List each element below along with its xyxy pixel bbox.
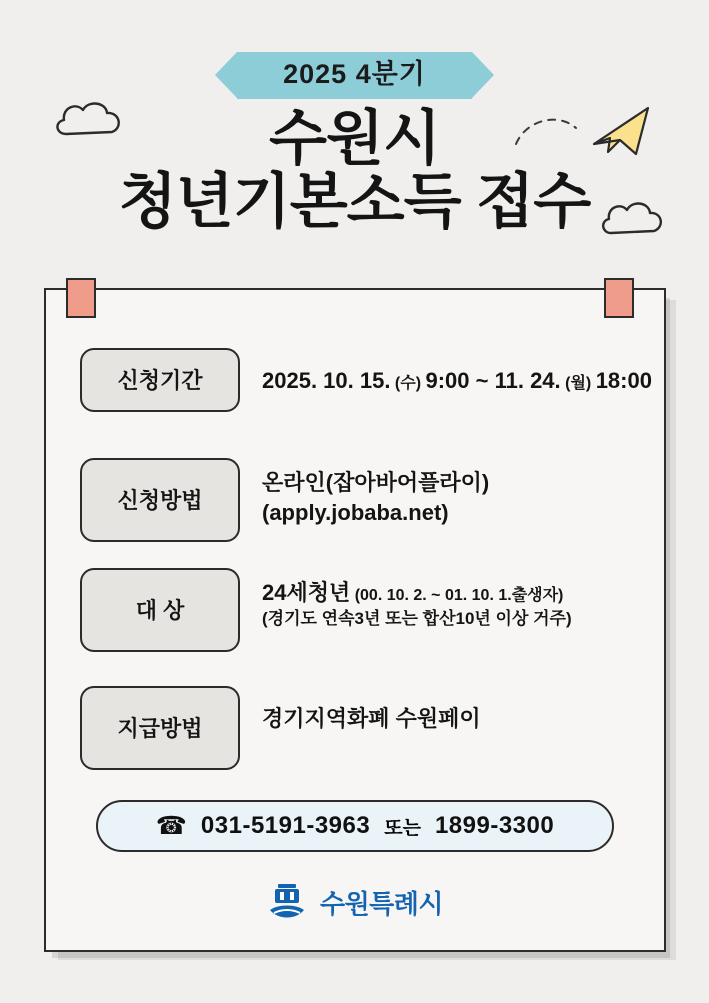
contact-connector: 또는 xyxy=(384,817,421,839)
ribbon-banner xyxy=(0,52,709,99)
period-date-start: 2025. 10. 15. xyxy=(262,368,391,393)
method-line-2: (apply.jobaba.net) xyxy=(262,499,449,525)
suwon-city-logo-icon xyxy=(266,880,308,924)
info-row-payment-method xyxy=(80,686,481,770)
row-value xyxy=(262,458,489,527)
row-value xyxy=(262,686,481,734)
tape-icon xyxy=(66,278,96,318)
period-day-end: (월) xyxy=(565,375,592,392)
ribbon-label: 2025 4분기 xyxy=(237,52,472,99)
target-line-2: (경기도 연속3년 또는 합산10년 이상 거주) xyxy=(262,608,572,628)
city-logo xyxy=(0,880,709,924)
period-time-end: 18:00 xyxy=(595,368,652,393)
row-label: 신청방법 xyxy=(80,458,240,542)
method-line-1: 온라인(잡아바어플라이) xyxy=(262,470,490,495)
info-row-application-method xyxy=(80,458,489,542)
info-row-application-period xyxy=(80,348,652,412)
telephone-icon: ☎ xyxy=(155,811,187,840)
row-label: 대 상 xyxy=(80,568,240,652)
target-age: 24세청년 xyxy=(262,580,351,605)
info-row-target xyxy=(80,568,572,652)
period-time-range: 9:00 ~ 11. 24. xyxy=(425,368,561,393)
period-day-start: (수) xyxy=(394,375,422,392)
target-line-1 xyxy=(262,578,572,608)
tape-icon xyxy=(604,278,634,318)
row-label: 지급방법 xyxy=(80,686,240,770)
row-label: 신청기간 xyxy=(80,348,240,412)
row-value xyxy=(262,568,572,631)
contact-number-secondary: 1899-3300 xyxy=(434,812,555,839)
payment-line-1: 경기지역화폐 수원페이 xyxy=(262,706,481,731)
title-line-1: 수원시 xyxy=(269,105,440,172)
title-line-2: 청년기본소득 접수 xyxy=(118,168,591,236)
city-logo-text: 수원특례시 xyxy=(319,888,444,919)
contact-number-primary: 031-5191-3963 xyxy=(200,812,371,839)
contact-box xyxy=(96,800,614,852)
row-value xyxy=(262,348,652,396)
page-title xyxy=(0,105,709,236)
target-birth-range: (00. 10. 2. ~ 01. 10. 1.출생자) xyxy=(354,587,564,604)
